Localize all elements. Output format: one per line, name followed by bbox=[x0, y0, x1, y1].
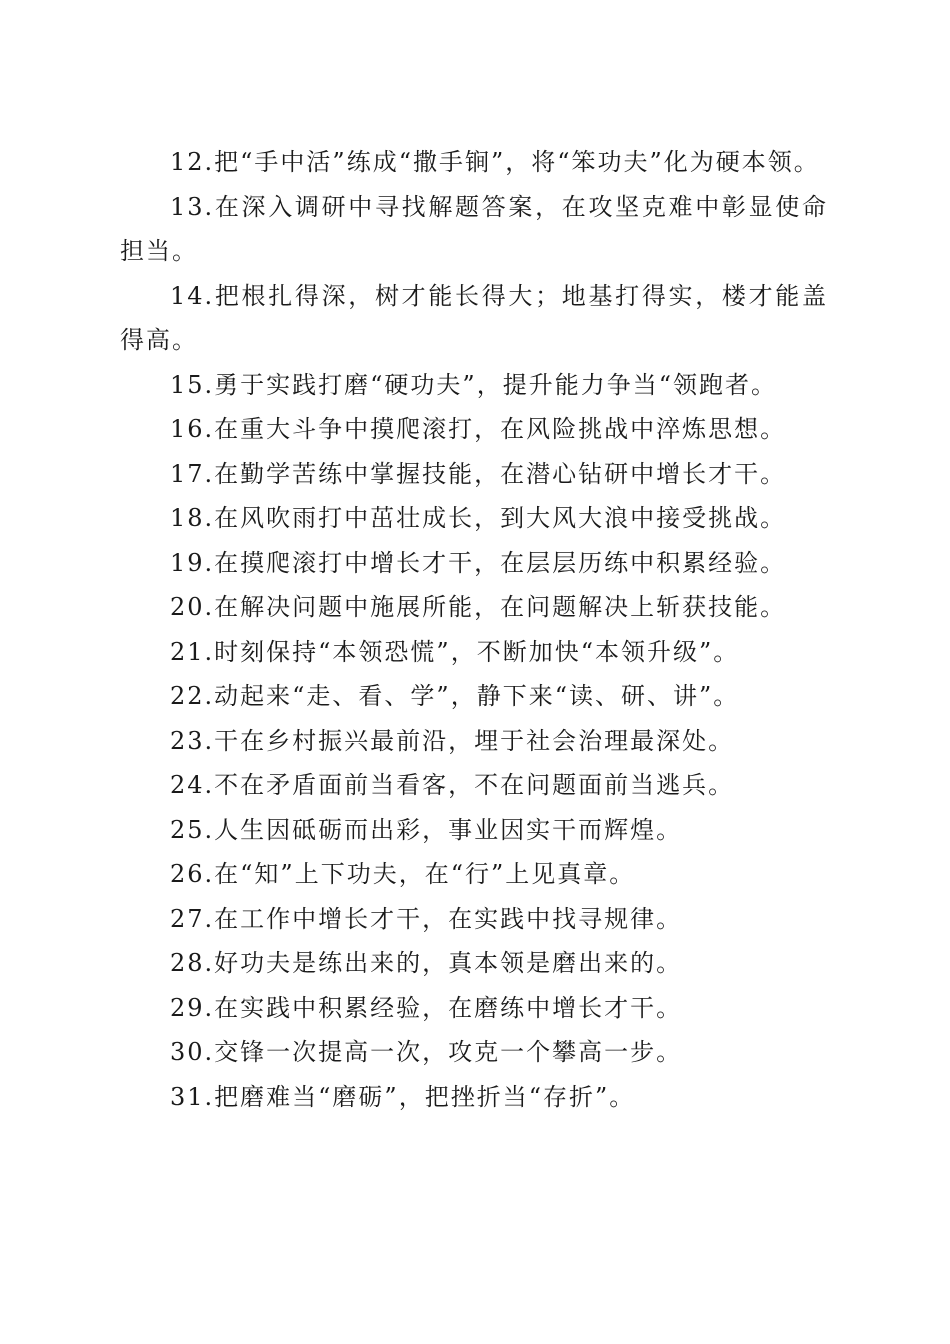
paragraph-13: 13.在深入调研中寻找解题答案，在攻坚克难中彰显使命担当。 bbox=[120, 192, 828, 265]
paragraph-31: 31.把磨难当“磨砺”，把挫折当“存折”。 bbox=[170, 1082, 636, 1111]
paragraph-30: 30.交锋一次提高一次，攻克一个攀高一步。 bbox=[170, 1038, 683, 1066]
paragraph-14: 14.把根扎得深，树才能长得大；地基打得实，楼才能盖得高。 bbox=[120, 281, 828, 354]
paragraph-18: 18.在风吹雨打中茁壮成长，到大风大浪中接受挑战。 bbox=[170, 504, 787, 532]
paragraph-12: 12.把“手中活”练成“撒手锏”，将“笨功夫”化为硬本领。 bbox=[170, 148, 820, 176]
paragraph-23: 23.干在乡村振兴最前沿，埋于社会治理最深处。 bbox=[170, 726, 735, 755]
paragraph-21: 21.时刻保持“本领恐慌”，不断加快“本领升级”。 bbox=[170, 637, 740, 666]
paragraph-24: 24.不在矛盾面前当看客，不在问题面前当逃兵。 bbox=[170, 771, 735, 799]
paragraph-28: 28.好功夫是练出来的，真本领是磨出来的。 bbox=[170, 949, 683, 977]
paragraph-17: 17.在勤学苦练中掌握技能，在潜心钻研中增长才干。 bbox=[170, 459, 787, 488]
paragraph-22: 22.动起来“走、看、学”，静下来“读、研、讲”。 bbox=[170, 682, 740, 710]
paragraph-29: 29.在实践中积累经验，在磨练中增长才干。 bbox=[170, 993, 683, 1022]
paragraph-15: 15.勇于实践打磨“硬功夫”，提升能力争当“领跑者。 bbox=[170, 370, 777, 399]
document-body bbox=[120, 140, 828, 1119]
paragraph-19: 19.在摸爬滚打中增长才干，在层层历练中积累经验。 bbox=[170, 548, 787, 577]
paragraph-25: 25.人生因砥砺而出彩，事业因实干而辉煌。 bbox=[170, 815, 683, 844]
paragraph-26: 26.在“知”上下功夫，在“行”上见真章。 bbox=[170, 860, 636, 888]
paragraph-20: 20.在解决问题中施展所能，在问题解决上斩获技能。 bbox=[170, 593, 787, 621]
paragraph-27: 27.在工作中增长才干，在实践中找寻规律。 bbox=[170, 904, 683, 933]
paragraph-16: 16.在重大斗争中摸爬滚打，在风险挑战中淬炼思想。 bbox=[170, 415, 787, 443]
